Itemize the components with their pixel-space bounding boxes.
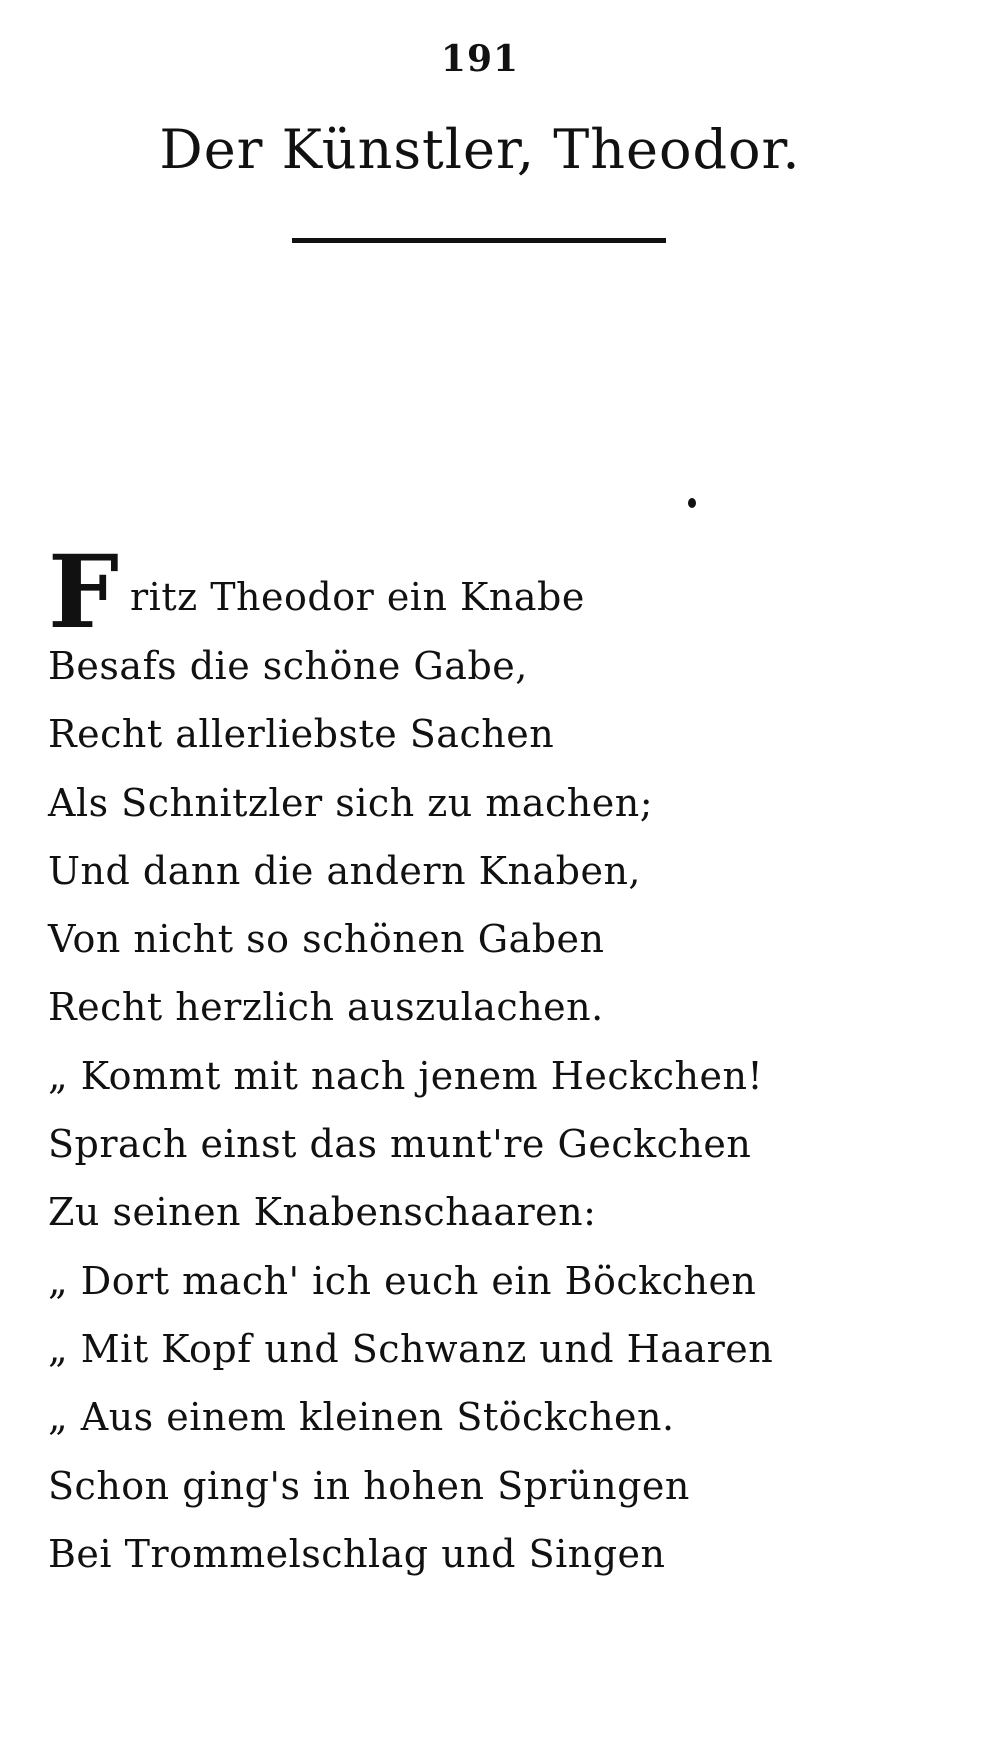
poem-line-3: Recht allerliebste Sachen — [48, 712, 555, 757]
poem-line-11: „ Dort mach' ich euch ein Böckchen — [48, 1258, 757, 1303]
poem-line-9: Sprach einst das munt're Geckchen — [48, 1122, 752, 1167]
poem-title: Der Künstler, Theodor. — [159, 118, 801, 181]
poem-line-6: Von nicht so schönen Gaben — [48, 917, 605, 962]
title-rule-divider — [292, 238, 666, 243]
poem-line-12: „ Mit Kopf und Schwanz und Haaren — [48, 1326, 774, 1371]
ink-speck — [688, 498, 696, 508]
poem-line-7: Recht herzlich auszulachen. — [48, 985, 604, 1030]
poem-line-4: Als Schnitzler sich zu machen; — [48, 780, 654, 825]
poem-line-8: „ Kommt mit nach jenem Heckchen! — [48, 1053, 764, 1098]
first-line-text: ritz Theodor ein Knabe — [130, 575, 585, 619]
poem-line-14: Schon ging's in hohen Sprüngen — [48, 1463, 690, 1508]
page-number: 191 — [440, 38, 520, 80]
poem-line-5: Und dann die andern Knaben, — [48, 848, 641, 893]
poem-line-15: Bei Trommelschlag und Singen — [48, 1531, 666, 1576]
poem-line-1 — [48, 533, 948, 651]
poem-line-2: Besafs die schöne Gabe, — [48, 644, 528, 688]
poem-body — [48, 533, 948, 1588]
drop-cap-initial: F — [48, 533, 120, 651]
poem-line-13: „ Aus einem kleinen Stöckchen. — [48, 1395, 675, 1440]
poem-line-10: Zu seinen Knabenschaaren: — [48, 1190, 597, 1235]
